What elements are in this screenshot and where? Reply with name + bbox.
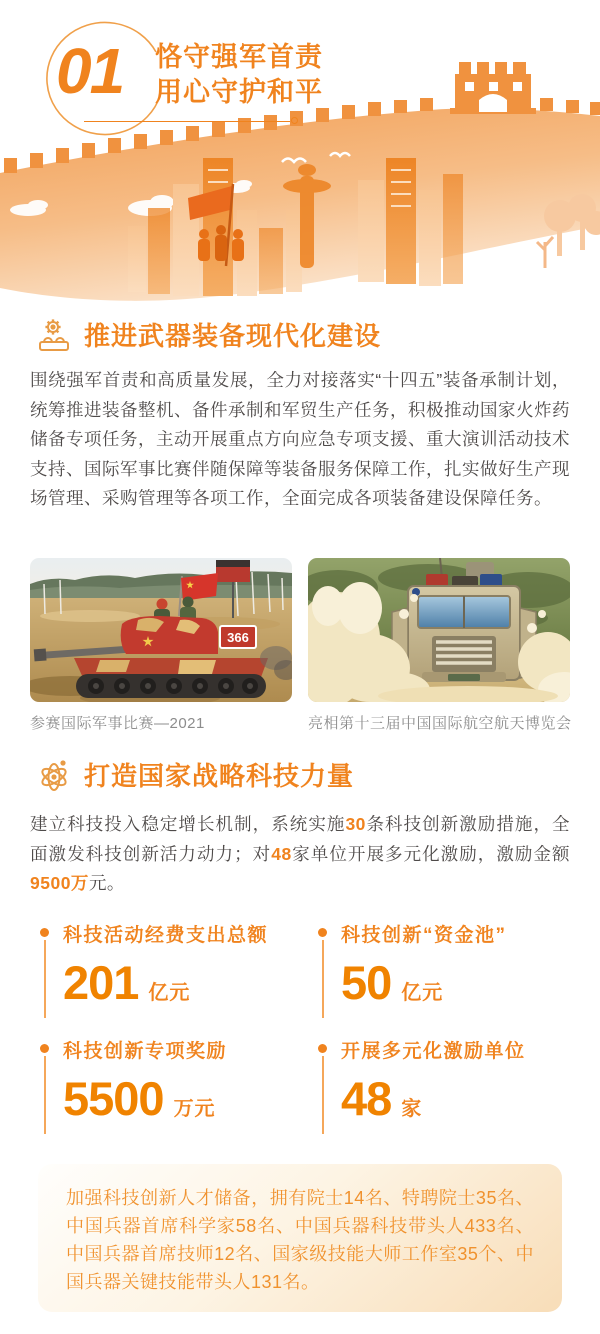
stat-value: 5500 xyxy=(63,1072,164,1125)
stat-incentive-units xyxy=(318,1036,578,1138)
bullet-dot xyxy=(318,1044,327,1053)
armored-vehicle-water-photo xyxy=(308,558,570,702)
stat-unit: 家 xyxy=(401,1098,423,1120)
great-wall-tower xyxy=(450,62,536,114)
stat-funding-pool xyxy=(318,920,578,1022)
bullet-line xyxy=(322,1056,324,1134)
stat-label: 开展多元化激励单位 xyxy=(341,1041,526,1062)
stat-label: 科技创新“资金池” xyxy=(341,925,507,946)
talent-reserve-text: 加强科技创新人才储备，拥有院士14名、特聘院士35名、中国兵器首席科学家58名、中国兵器科技带头人433名、中国兵器首席技师12名、国家级技能大师工作室35个、中国兵器关键技能带头人131名。 xyxy=(66,1188,534,1292)
gear-machine-icon xyxy=(36,317,72,353)
bullet-dot xyxy=(40,1044,49,1053)
bullet-dot xyxy=(40,928,49,937)
bullet-dot xyxy=(318,928,327,937)
stat-label: 科技活动经费支出总额 xyxy=(63,925,269,946)
stat-value: 48 xyxy=(341,1072,392,1125)
section1-paragraph: 围绕强军首责和高质量发展，全力对接落实“十四五”装备承制计划，统筹推进装备整机、备件承制和军贸生产任务，积极推动国家火炸药储备专项任务，主动开展重点方向应急专项支援、重大演训活动技术支持、国际军事比赛伴随保障等装备服务保障工作，扎实做好生产现场管理、采购管理等各项工作，全面完成各项装备建设保障任务。 xyxy=(30,370,570,508)
title-underline-ring xyxy=(291,117,298,124)
chapter-title-line1: 恪守强军首责 xyxy=(155,42,323,72)
tank-number: 366 xyxy=(227,630,249,645)
photo2-caption: 亮相第十三届中国国际航空航天博览会 xyxy=(308,715,572,732)
stat-label: 科技创新专项奖励 xyxy=(63,1041,228,1062)
section1-header xyxy=(36,316,381,353)
atom-icon xyxy=(36,757,72,793)
talent-reserve-box xyxy=(38,1164,562,1312)
bullet-line xyxy=(44,940,46,1018)
stat-value: 50 xyxy=(341,956,392,1009)
chapter-title xyxy=(155,40,323,110)
chapter-number: 01 xyxy=(56,35,124,107)
tank-competition-photo xyxy=(30,558,292,702)
stat-unit: 亿元 xyxy=(401,982,444,1004)
bullet-line xyxy=(44,1056,46,1134)
photo1-caption: 参赛国际军事比赛—2021 xyxy=(30,715,205,732)
section2-header xyxy=(36,756,354,793)
section1-title: 推进武器装备现代化建设 xyxy=(84,321,382,351)
chapter-title-line2: 用心守护和平 xyxy=(155,77,323,107)
stat-unit: 亿元 xyxy=(148,982,191,1004)
stat-rd-expense xyxy=(40,920,300,1022)
stat-value: 201 xyxy=(63,956,139,1009)
title-underline xyxy=(84,121,290,122)
stat-innovation-award xyxy=(40,1036,300,1138)
section2-title: 打造国家战略科技力量 xyxy=(84,761,355,791)
stat-unit: 万元 xyxy=(173,1098,216,1120)
bullet-line xyxy=(322,940,324,1018)
section2-paragraph: 建立科技投入稳定增长机制，系统实施30条科技创新激励措施，全面激发科技创新活力动力；对48家单位开展多元化激励，激励金额9500万元。 xyxy=(30,814,571,893)
